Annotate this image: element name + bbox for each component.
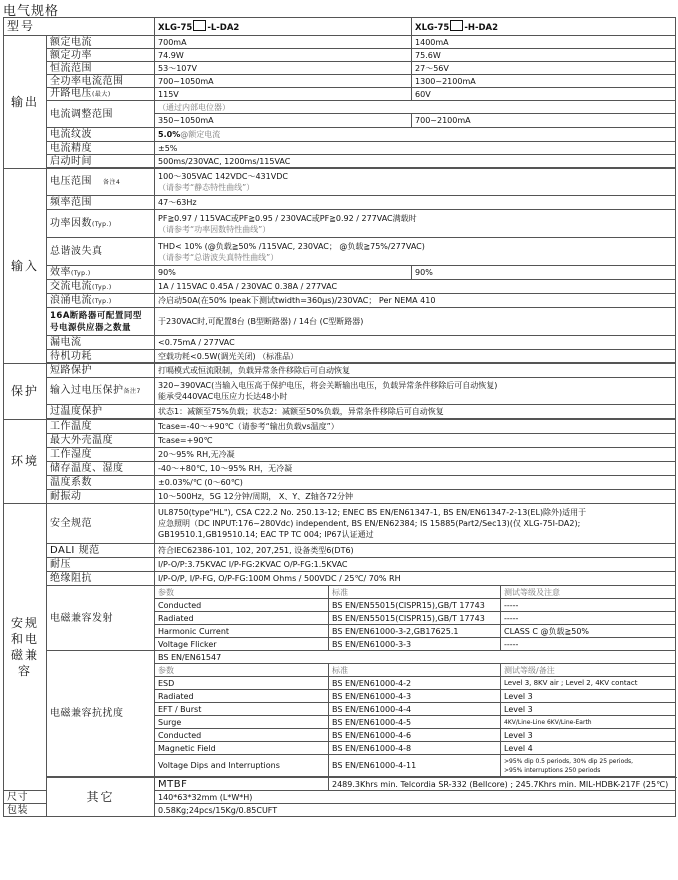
cell: Harmonic Current	[155, 625, 329, 638]
row-label: 安全规范	[47, 504, 155, 544]
value-l: 700mA	[155, 36, 412, 49]
cell: Magnetic Field	[155, 742, 329, 755]
row-label: 开路电压(最大)	[47, 88, 155, 101]
pf-row	[4, 210, 676, 238]
dali-row	[4, 544, 676, 558]
rated-current-row	[4, 36, 676, 49]
cell: Level 3	[501, 703, 676, 716]
value-h: 700~2100mA	[412, 114, 676, 128]
cell: Conducted	[155, 729, 329, 742]
cell: ESD	[155, 677, 329, 690]
value: 2489.3Khrs min. Telcordia SR-332 (Bellcore) ; 245.7Khrs min. MIL-HDBK-217F (25℃)	[329, 778, 676, 791]
cell: >95% dip 0.5 periods, 30% dip 25 periods, >95% interruptions 250 periods	[501, 755, 676, 777]
row-label: 功率因数(Typ.)	[47, 210, 155, 238]
cell: Radiated	[155, 690, 329, 703]
value: 冷启动50A(在50% Ipeak下测试twidth=360μs)/230VAC； Per NEMA 410	[155, 294, 676, 308]
cell: BS EN/EN55015(CISPR15),GB/T 17743	[329, 612, 501, 625]
cell: Level 3	[501, 729, 676, 742]
value-l: 700~1050mA	[155, 75, 412, 88]
row-label: 绝缘阻抗	[47, 572, 155, 586]
row-label: 恒流范围	[47, 62, 155, 75]
cell: Level 4	[501, 742, 676, 755]
value: PF≧0.97 / 115VAC或PF≧0.95 / 230VAC或PF≧0.92 / 277VAC满载时 （请参考“功率因数特性曲线”）	[155, 210, 676, 238]
col-header: 参数	[155, 586, 329, 599]
cell: BS EN/EN61000-4-11	[329, 755, 501, 777]
value-h: 75.6W	[412, 49, 676, 62]
section-protection: 保护	[4, 364, 47, 420]
immunity-standard-row	[4, 651, 676, 664]
efficiency-row	[4, 266, 676, 280]
value-l: 115V	[155, 88, 412, 101]
row-label: 耐振动	[47, 490, 155, 504]
value: 于230VAC时,可配置8台 (B型断路器) / 14台 (C型断路器)	[155, 308, 676, 336]
value: 140*63*32mm (L*W*H)	[155, 791, 676, 804]
cell: BS EN/EN61000-3-3	[329, 638, 501, 651]
cell: Level 3	[501, 690, 676, 703]
value: 47～63Hz	[155, 196, 676, 210]
cell: BS EN/EN61000-4-5	[329, 716, 501, 729]
value: 100～305VAC 142VDC～431VDC （请参考“静态特性曲线”）	[155, 169, 676, 196]
value: Tcase=-40～+90℃（请参考“输出负载vs温度”）	[155, 420, 676, 434]
value: 10～500Hz，5G 12分钟/周期， X、Y、Z轴各72分钟	[155, 490, 676, 504]
model-l: XLG-75 -L-DA2	[155, 18, 412, 36]
row-label: MTBF	[155, 778, 329, 791]
row-label: 全功率电流范围	[47, 75, 155, 88]
model-placeholder-box	[450, 20, 463, 31]
model-header-row	[4, 18, 676, 36]
row-label: 短路保护	[47, 364, 155, 378]
cell: BS EN/EN61000-4-2	[329, 677, 501, 690]
cell: BS EN/EN55015(CISPR15),GB/T 17743	[329, 599, 501, 612]
value-l: 90%	[155, 266, 412, 280]
standby-row	[4, 350, 676, 363]
cell: Surge	[155, 716, 329, 729]
ac-current-row	[4, 280, 676, 294]
row-label: 工作湿度	[47, 448, 155, 462]
cell: Voltage Dips and Interruptions	[155, 755, 329, 777]
ripple-row	[4, 128, 676, 142]
vibration-row	[4, 490, 676, 504]
model-placeholder-box	[193, 20, 206, 31]
col-header: 测试等级及注意	[501, 586, 676, 599]
value: 0.58Kg;24pcs/15Kg/0.85CUFT	[155, 804, 676, 817]
full-power-range-row	[4, 75, 676, 88]
value: I/P-O/P:3.75KVAC I/P-FG:2KVAC O/P-FG:1.5KVAC	[155, 558, 676, 572]
model-label: 型号	[4, 18, 155, 36]
row-label: 温度系数	[47, 476, 155, 490]
value: THD< 10% (@负载≧50% /115VAC, 230VAC； @负载≧75%/277VAC) （请参考“总谐波失真特性曲线”）	[155, 238, 676, 266]
row-label: 漏电流	[47, 336, 155, 350]
row-label: 输入过电压保护备注7	[47, 378, 155, 405]
immunity-standard: BS EN/EN61547	[155, 651, 676, 664]
frequency-row	[4, 196, 676, 210]
col-header: 标准	[329, 664, 501, 677]
value: I/P-O/P, I/P-FG, O/P-FG:100M Ohms / 500VDC / 25℃/ 70% RH	[155, 572, 676, 586]
section-output: 输出	[4, 36, 47, 169]
spec-sheet	[3, 17, 675, 879]
cell: CLASS C @负载≧50%	[501, 625, 676, 638]
working-humidity-row	[4, 448, 676, 462]
leakage-row	[4, 336, 676, 350]
value: <0.75mA / 277VAC	[155, 336, 676, 350]
cell: -----	[501, 638, 676, 651]
value: ±0.03%/℃ (0～60℃)	[155, 476, 676, 490]
cell: BS EN/EN61000-4-8	[329, 742, 501, 755]
otp-row	[4, 405, 676, 419]
cell: Conducted	[155, 599, 329, 612]
cell: Voltage Flicker	[155, 638, 329, 651]
input-voltage-row	[4, 169, 676, 196]
row-label: 额定功率	[47, 49, 155, 62]
value: -40～+80℃, 10～95% RH，无冷凝	[155, 462, 676, 476]
value: ±5%	[155, 142, 676, 155]
row-label: 包装	[4, 804, 47, 817]
value: 1A / 115VAC 0.45A / 230VAC 0.38A / 277VAC	[155, 280, 676, 294]
value-h: 1300~2100mA	[412, 75, 676, 88]
tolerance-row	[4, 142, 676, 155]
cell: EFT / Burst	[155, 703, 329, 716]
setup-row	[4, 155, 676, 168]
value: 符合IEC62386-101, 102, 207,251, 设备类型6(DT6)	[155, 544, 676, 558]
cc-range-row	[4, 62, 676, 75]
row-label: 待机功耗	[47, 350, 155, 363]
mtbf-row	[4, 778, 676, 791]
note: （通过内部电位器）	[155, 101, 676, 114]
section-safety-emc: 安规和电磁兼容	[4, 504, 47, 791]
rated-power-row	[4, 49, 676, 62]
section-others: 其它	[47, 778, 155, 817]
cell: -----	[501, 612, 676, 625]
value-l: 350~1050mA	[155, 114, 412, 128]
safety-standards-row	[4, 504, 676, 544]
col-header: 参数	[155, 664, 329, 677]
row-label: 电磁兼容抗扰度	[47, 651, 155, 777]
row-label: 过温度保护	[47, 405, 155, 419]
model-h: XLG-75 -H-DA2	[412, 18, 676, 36]
safety-table	[3, 503, 676, 817]
value: Tcase=+90℃	[155, 434, 676, 448]
value-h: 90%	[412, 266, 676, 280]
isolation-row	[4, 572, 676, 586]
value-l: 74.9W	[155, 49, 412, 62]
inrush-row	[4, 294, 676, 308]
max-case-temp-row	[4, 434, 676, 448]
storage-row	[4, 462, 676, 476]
value: 打嗝模式或恒流限制，负载异常条件移除后可自动恢复	[155, 364, 676, 378]
row-label: 电流纹波	[47, 128, 155, 142]
value: 空载功耗<0.5W(调光关闭) （标准品）	[155, 350, 676, 363]
cell: -----	[501, 599, 676, 612]
cell: BS EN/EN61000-4-3	[329, 690, 501, 703]
row-label: 交流电流(Typ.)	[47, 280, 155, 294]
withstand-row	[4, 558, 676, 572]
row-label: 工作温度	[47, 420, 155, 434]
open-voltage-row	[4, 88, 676, 101]
cell: BS EN/EN61000-4-4	[329, 703, 501, 716]
adj-range-note-row	[4, 101, 676, 114]
value: 320~390VAC(当输入电压高于保护电压，将会关断输出电压，负载异常条件移除后可自动恢复) 能承受440VAC电压应力长达48小时	[155, 378, 676, 405]
value: 20～95% RH,无冷凝	[155, 448, 676, 462]
row-label: 效率(Typ.)	[47, 266, 155, 280]
cell: Level 3, 8KV air ; Level 2, 4KV contact	[501, 677, 676, 690]
value-h: 27～56V	[412, 62, 676, 75]
row-label: 电流精度	[47, 142, 155, 155]
value: 500ms/230VAC, 1200ms/115VAC	[155, 155, 676, 168]
thd-row	[4, 238, 676, 266]
ovp-row	[4, 378, 676, 405]
row-label: 频率范围	[47, 196, 155, 210]
section-input: 输入	[4, 169, 47, 364]
value: 5.0%@额定电流	[155, 128, 676, 142]
col-header: 标准	[329, 586, 501, 599]
short-row	[4, 364, 676, 378]
row-label: 尺寸	[4, 791, 47, 804]
cell: BS EN/EN61000-3-2,GB17625.1	[329, 625, 501, 638]
section-environment: 环境	[4, 420, 47, 504]
breaker-row	[4, 308, 676, 336]
working-temp-row	[4, 420, 676, 434]
cell: 4KV/Line-Line 6KV/Line-Earth	[501, 716, 676, 729]
cell: Radiated	[155, 612, 329, 625]
row-label: 总谐波失真	[47, 238, 155, 266]
value-l: 53～107V	[155, 62, 412, 75]
row-label: 最大外壳温度	[47, 434, 155, 448]
spec-table	[3, 17, 676, 504]
value: UL8750(type"HL"), CSA C22.2 No. 250.13-12; ENEC BS EN/EN61347-1, BS EN/EN61347-2-13(EL)除外)适用于 应急照明（DC INPUT:176~280Vdc) independent, BS EN/EN62384; IS 15885(Part2/Sec13)(仅 XLG-75I-DA2); GB19510.1,GB19510.14; EAC TP TC 004; IP67认证通过	[155, 504, 676, 544]
emission-header-row	[4, 586, 676, 599]
row-label: DALI 规范	[47, 544, 155, 558]
row-label: 电压范围 备注4	[47, 169, 155, 196]
row-label: 电流调整范围	[47, 101, 155, 128]
row-label: 启动时间	[47, 155, 155, 168]
row-label: 电磁兼容发射	[47, 586, 155, 651]
page-title: 电气规格	[3, 4, 60, 19]
row-label: 16A断路器可配置同型 号电源供应器之数量	[47, 308, 155, 336]
cell: BS EN/EN61000-4-6	[329, 729, 501, 742]
row-label: 额定电流	[47, 36, 155, 49]
temp-coeff-row	[4, 476, 676, 490]
row-label: 耐压	[47, 558, 155, 572]
col-header: 测试等级/备注	[501, 664, 676, 677]
row-label: 储存温度、湿度	[47, 462, 155, 476]
value: 状态1：减额至75%负载；状态2：减额至50%负载，异常条件移除后可自动恢复	[155, 405, 676, 419]
row-label: 浪涌电流(Typ.)	[47, 294, 155, 308]
value-h: 1400mA	[412, 36, 676, 49]
value-h: 60V	[412, 88, 676, 101]
